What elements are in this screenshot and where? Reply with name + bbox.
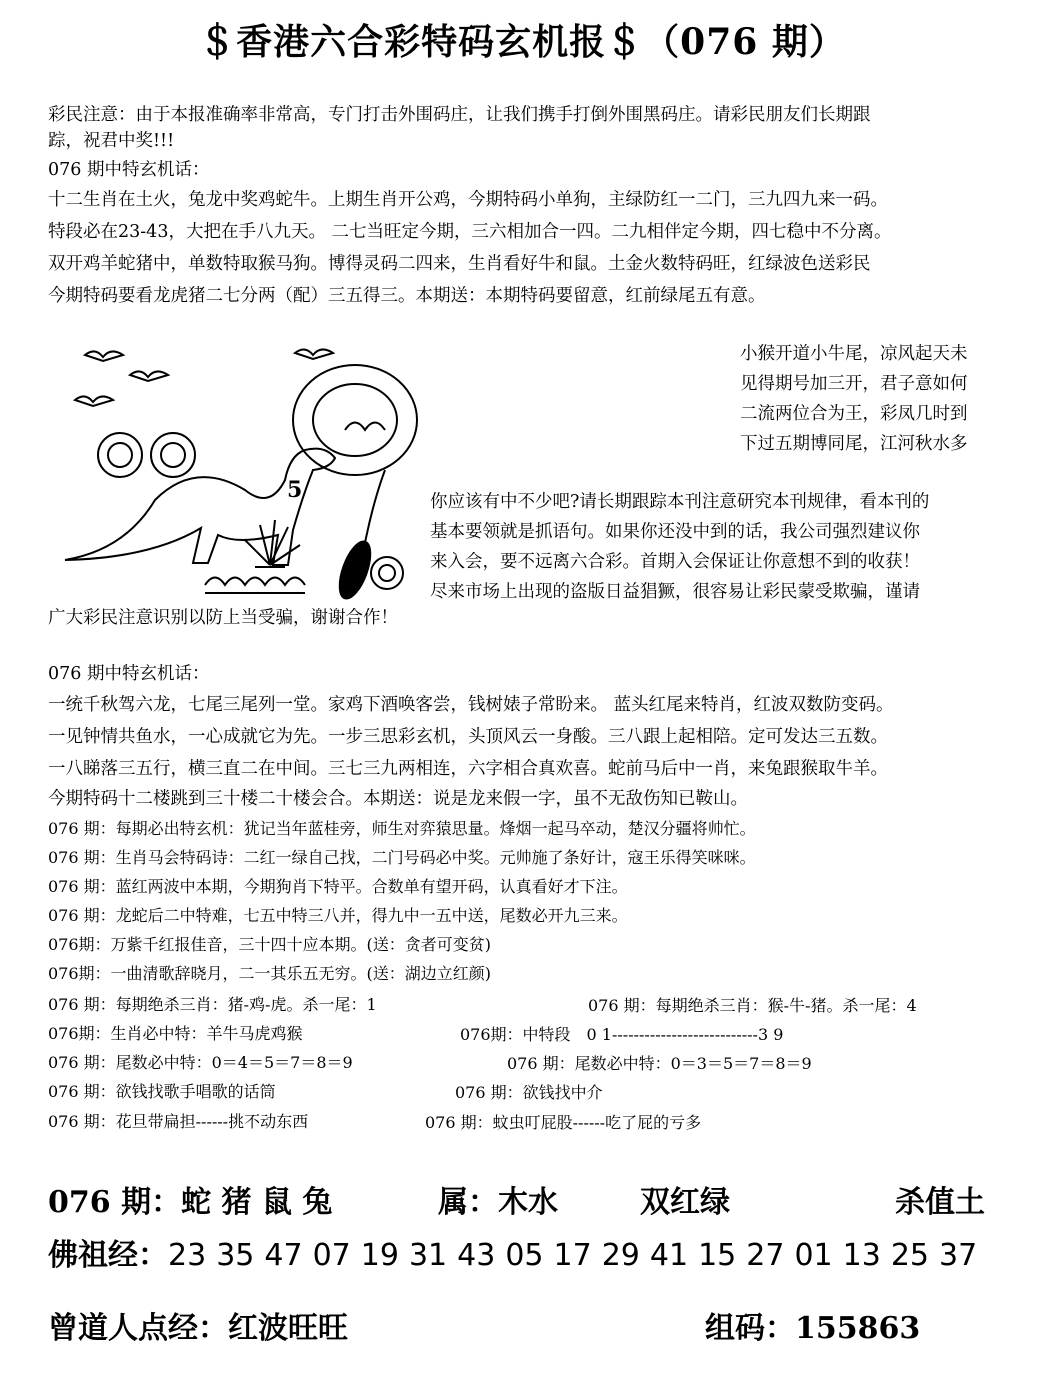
tip-line: 076 期：每期必出特玄机：犹记当年蓝桂旁，师生对弈猿思量。烽烟一起马卒动，楚汉分疆将帅忙。	[48, 819, 756, 838]
buddha-number: 19	[360, 1238, 399, 1273]
buddha-number: 23	[168, 1238, 207, 1273]
notice-line-2: 踪，祝君中奖!!!	[48, 131, 175, 151]
summary-kill: 杀值土	[895, 1185, 985, 1220]
buddha-number: 43	[457, 1238, 496, 1273]
summary-element: 属：木水	[438, 1185, 558, 1220]
buddha-number: 25	[890, 1238, 929, 1273]
buddha-number: 17	[553, 1238, 592, 1273]
buddha-number: 13	[842, 1238, 881, 1273]
buddha-number: 29	[601, 1238, 640, 1273]
buddha-number: 01	[794, 1238, 833, 1273]
promo-line: 基本要领就是抓语句。如果你还没中到的话，我公司强烈建议你	[430, 522, 920, 542]
section2-heading: 076 期中特玄机话：	[48, 664, 210, 684]
buddha-number: 05	[505, 1238, 544, 1273]
tip-line: 076 期：尾数必中特：0＝3＝5＝7＝8＝9	[507, 1054, 812, 1073]
tip-line: 076 期：每期绝杀三肖：猴-牛-猪。杀一尾：4	[588, 996, 917, 1015]
tip-line: 076 期：蚊虫叮屁股------吃了屁的亏多	[425, 1113, 702, 1132]
section2-line: 今期特码十二楼跳到三十楼二十楼会合。本期送：说是龙来假一字，虽不无敌伤知已鞍山。	[48, 789, 748, 809]
buddha-number: 27	[746, 1238, 785, 1273]
bird-icon	[130, 371, 168, 381]
buddha-number: 47	[264, 1238, 303, 1273]
promo-line-last: 广大彩民注意识别以防上当受骗，谢谢合作！	[48, 608, 398, 628]
tip-line: 076 期：蓝红两波中本期，今期狗肖下特平。合数单有望开码，认真看好才下注。	[48, 877, 628, 896]
poem-line: 见得期号加三开，君子意如何	[740, 374, 968, 394]
buddha-number: 31	[408, 1238, 448, 1273]
bead-ring-icon	[293, 365, 417, 475]
section1-line: 十二生肖在土火，兔龙中奖鸡蛇牛。上期生肖开公鸡，今期特码小单狗，主绿防红一二门，三九四九来一码。	[48, 190, 888, 210]
poem-line: 下过五期博同尾，江河秋水多	[740, 434, 968, 454]
dinosaur-illustration	[55, 335, 435, 605]
tip-line: 076 期：龙蛇后二中特难，七五中特三八并，得九中一五中送，尾数必开九三来。	[48, 906, 628, 925]
buddha-number: 37	[939, 1238, 978, 1273]
buddha-label: 佛祖经：	[48, 1238, 168, 1273]
section2-line: 一见钟情共鱼水，一心成就它为先。一步三思彩玄机，头顶风云一身酸。三八跟上起相陪。定可发达三五数。	[48, 727, 888, 747]
promo-line: 你应该有中不少吧?请长期跟踪本刊注意研究本刊规律，看本刊的	[430, 492, 930, 512]
taoist-line: 曾道人点经：红波旺旺	[48, 1311, 348, 1346]
tip-line: 076期：万紫千红报佳音，三十四十应本期。(送：贪者可变贫)	[48, 935, 492, 954]
group-code: 组码：155863	[705, 1311, 921, 1346]
section1-line: 双开鸡羊蛇猪中，单数特取猴马狗。博得灵码二四来，生肖看好牛和鼠。土金火数特码旺，红绿波色送彩民	[48, 254, 871, 274]
coin-icon	[98, 433, 142, 477]
bird-icon	[295, 349, 333, 359]
buddha-number: 07	[312, 1238, 351, 1273]
bird-icon	[75, 396, 113, 406]
notice-line-1: 彩民注意：由于本报准确率非常高，专门打击外围码庄，让我们携手打倒外围黑码庄。请彩民朋友们长期跟	[48, 105, 871, 125]
poem-line: 二流两位合为王，彩凤几时到	[740, 404, 968, 424]
promo-line: 来入会，要不远离六合彩。首期入会保证让你意想不到的收获！	[430, 552, 920, 572]
section1-line: 今期特码要看龙虎猪二七分两（配）三五得三。本期送：本期特码要留意，红前绿尾五有意。	[48, 286, 766, 306]
poem-line: 小猴开道小牛尾，凉风起天未	[740, 344, 968, 364]
tip-line: 076 期：生肖马会特码诗：二红一绿自己找，二门号码必中奖。元帅施了条好计，寇王乐得笑咪咪。	[48, 848, 756, 867]
section1-line: 特段必在23-43，大把在手八九天。 二七当旺定今期，三六相加合一四。二九相伴定今期，四七稳中不分离。	[48, 222, 892, 242]
coin-icon	[151, 433, 195, 477]
summary-color: 双红绿	[640, 1185, 730, 1220]
tip-line: 076 期：欲钱找中介	[455, 1083, 603, 1102]
svg-text:5: 5	[287, 477, 303, 503]
tip-line: 076 期：尾数必中特：0＝4＝5＝7＝8＝9	[48, 1053, 353, 1072]
buddha-number: 15	[698, 1238, 737, 1273]
lotus-icon	[205, 578, 305, 586]
summary-period: 076 期：蛇 猪 鼠 兔	[48, 1185, 333, 1220]
tip-line: 076 期：每期绝杀三肖：猪-鸡-虎。杀一尾：1	[48, 995, 377, 1014]
promo-line: 尽来市场上出现的盗版日益猖獗，很容易让彩民蒙受欺骗，谨请	[430, 582, 920, 602]
tip-line: 076期：中特段 0 1---------------------------3 9	[460, 1025, 784, 1044]
tip-line: 076期：生肖必中特：羊牛马虎鸡猴	[48, 1024, 303, 1043]
tip-line: 076 期：花旦带扁担------挑不动东西	[48, 1112, 309, 1131]
buddha-number: 41	[649, 1238, 689, 1273]
section1-heading: 076 期中特玄机话：	[48, 160, 210, 180]
coin-icon	[371, 557, 403, 589]
page-title: ＄香港六合彩特码玄机报＄（076 期）	[199, 21, 846, 63]
buddha-numbers-row	[48, 1230, 987, 1274]
section2-line: 一统千秋驾六龙，七尾三尾列一堂。家鸡下酒唤客尝，钱树婊子常盼来。 蓝头红尾来特肖，红波双数防变码。	[48, 695, 894, 715]
bird-icon	[85, 351, 123, 361]
buddha-number: 35	[216, 1238, 255, 1273]
section2-line: 一八睇落三五行，横三直二在中间。三七三九两相连，六字相合真欢喜。蛇前马后中一肖，来兔跟猴取牛羊。	[48, 759, 888, 779]
tip-line: 076期：一曲清歌辞晓月，二一其乐五无穷。(送：湖边立红颜)	[48, 964, 492, 983]
tip-line: 076 期：欲钱找歌手唱歌的话筒	[48, 1082, 276, 1101]
